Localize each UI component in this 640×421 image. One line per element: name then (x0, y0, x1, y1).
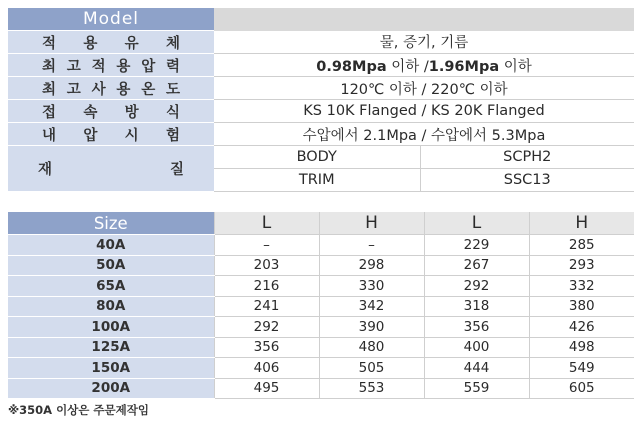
column-header: H (319, 212, 424, 235)
model-header-value (214, 8, 634, 31)
table-row (8, 296, 634, 317)
spec-value: 수압에서 2.1Mpa / 수압에서 5.3Mpa (214, 123, 634, 146)
size-label: 40A (8, 235, 214, 256)
table-cell: 549 (529, 358, 634, 379)
spec-row (8, 77, 634, 100)
table-cell: 406 (214, 358, 319, 379)
table-cell: 267 (424, 255, 529, 276)
size-label: 65A (8, 276, 214, 297)
table-cell: 216 (214, 276, 319, 297)
size-label: 200A (8, 378, 214, 399)
table-cell: 292 (214, 317, 319, 338)
table-cell: 292 (424, 276, 529, 297)
spec-label: 최 고 적 용 압 력 (8, 54, 214, 77)
table-cell: 318 (424, 296, 529, 317)
column-header: H (529, 212, 634, 235)
table-row (8, 317, 634, 338)
table-cell: 480 (319, 337, 424, 358)
table-cell: 553 (319, 378, 424, 399)
table-row (8, 337, 634, 358)
size-header: Size (8, 212, 214, 235)
table-cell: 605 (529, 378, 634, 399)
size-table (8, 212, 634, 399)
table-cell: 390 (319, 317, 424, 338)
material-value: SSC13 (420, 169, 634, 192)
table-cell: 400 (424, 337, 529, 358)
table-cell: 559 (424, 378, 529, 399)
spec-table (8, 8, 634, 192)
table-row (8, 378, 634, 399)
table-cell: 285 (529, 235, 634, 256)
table-cell: 356 (424, 317, 529, 338)
table-row (8, 235, 634, 256)
spec-row (8, 100, 634, 123)
spec-label: 접 속 방 식 (8, 100, 214, 123)
table-cell: 505 (319, 358, 424, 379)
size-label: 150A (8, 358, 214, 379)
table-cell: 342 (319, 296, 424, 317)
spec-value: KS 10K Flanged / KS 20K Flanged (214, 100, 634, 123)
table-cell: 495 (214, 378, 319, 399)
table-row (8, 255, 634, 276)
spec-row (8, 123, 634, 146)
material-part: BODY (214, 146, 420, 169)
table-cell: 330 (319, 276, 424, 297)
material-label: 재 질 (8, 146, 214, 192)
spec-label: 최 고 사 용 온 도 (8, 77, 214, 100)
column-header: L (424, 212, 529, 235)
table-cell: – (214, 235, 319, 256)
spec-value: 0.98Mpa 이하 /1.96Mpa 이하 (214, 54, 634, 77)
footnote: ※350A 이상은 주문제작임 (8, 403, 149, 417)
spec-label: 내 압 시 험 (8, 123, 214, 146)
table-cell: 498 (529, 337, 634, 358)
table-cell: 293 (529, 255, 634, 276)
size-label: 125A (8, 337, 214, 358)
spec-value: 120℃ 이하 / 220℃ 이하 (214, 77, 634, 100)
size-label: 50A (8, 255, 214, 276)
model-header: Model (8, 8, 214, 31)
table-cell: 241 (214, 296, 319, 317)
table-cell: 229 (424, 235, 529, 256)
table-cell: 298 (319, 255, 424, 276)
table-cell: 356 (214, 337, 319, 358)
table-cell: 426 (529, 317, 634, 338)
table-cell: – (319, 235, 424, 256)
table-row (8, 276, 634, 297)
spec-row (8, 54, 634, 77)
spec-label: 적 용 유 체 (8, 31, 214, 54)
table-cell: 332 (529, 276, 634, 297)
spec-value: 물, 증기, 기름 (214, 31, 634, 54)
table-cell: 203 (214, 255, 319, 276)
size-label: 80A (8, 296, 214, 317)
table-row (8, 358, 634, 379)
material-part: TRIM (214, 169, 420, 192)
column-header: L (214, 212, 319, 235)
size-label: 100A (8, 317, 214, 338)
spec-row (8, 31, 634, 54)
material-value: SCPH2 (420, 146, 634, 169)
table-cell: 444 (424, 358, 529, 379)
table-cell: 380 (529, 296, 634, 317)
